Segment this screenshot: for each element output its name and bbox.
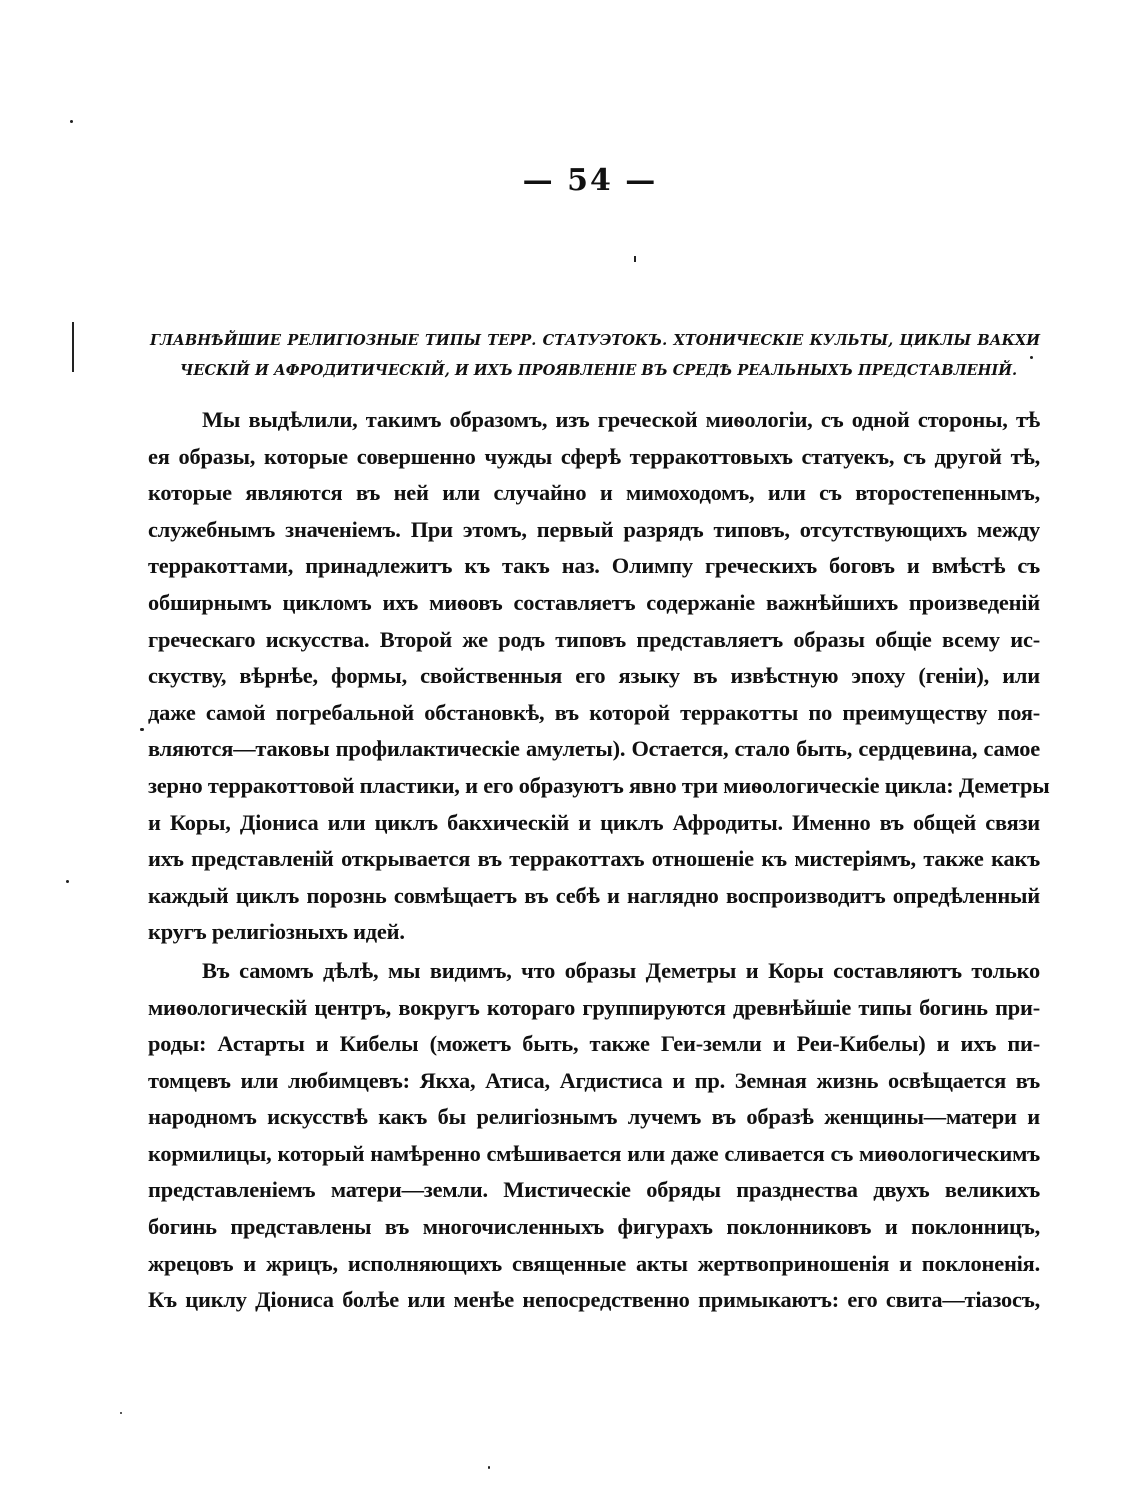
text-line: богинь представлены въ многочисленныхъ фигурахъ поклонниковъ и поклонницъ, bbox=[148, 1214, 1040, 1240]
text-line: служебнымъ значеніемъ. При этомъ, первый разрядъ типовъ, отсутствующихъ между bbox=[148, 516, 1040, 542]
text-line: ихъ представленій открывается въ терракоттахъ отношеніе къ мистеріямъ, также какъ bbox=[148, 846, 1040, 872]
text-line: томцевъ или любимцевъ: Якха, Атиса, Агдистиса и пр. Земная жизнь освѣщается въ bbox=[148, 1067, 1040, 1093]
text-line: скуству, вѣрнѣе, формы, свойственныя его языку въ извѣстную эпоху (геніи), или bbox=[148, 663, 1040, 689]
scan-mark bbox=[70, 120, 73, 123]
text-line: и Коры, Діониса или циклъ бакхическій и циклъ Афродиты. Именно въ общей связи bbox=[148, 809, 1040, 835]
scan-mark bbox=[72, 322, 74, 372]
paragraph-2 bbox=[148, 953, 1040, 1319]
text-line: представленіемъ матери—земли. Мистическіе обряды празднества двухъ великихъ bbox=[148, 1177, 1040, 1203]
scan-mark bbox=[634, 256, 636, 262]
page-number: — 54 — bbox=[522, 163, 658, 198]
text-line: Мы выдѣлили, такимъ образомъ, изъ греческой миѳологіи, съ одной стороны, тѣ bbox=[202, 407, 1040, 432]
text-line: ея образы, которые совершенно чужды сферѣ терракоттовыхъ статуекъ, съ другой тѣ, bbox=[148, 443, 1040, 469]
body-text bbox=[148, 402, 1050, 1319]
text-line: жрецовъ и жрицъ, исполняющихъ священные акты жертвоприношенія и поклоненія. bbox=[148, 1250, 1040, 1276]
text-line: терракоттами, принадлежитъ къ такъ наз. Олимпу греческихъ боговъ и вмѣстѣ съ bbox=[148, 553, 1040, 579]
text-line: роды: Астарты и Кибелы (можетъ быть, также Геи-земли и Реи-Кибелы) и ихъ пи- bbox=[148, 1031, 1040, 1057]
scan-mark bbox=[66, 880, 69, 883]
text-line: обширнымъ цикломъ ихъ миѳовъ составляетъ содержаніе важнѣйшихъ произведеній bbox=[148, 589, 1040, 615]
scan-mark bbox=[120, 1412, 122, 1414]
chapter-heading bbox=[150, 326, 1040, 386]
text-line: кругъ религіозныхъ идей. bbox=[148, 919, 405, 945]
text-line: миѳологическій центръ, вокругъ котораго группируются древнѣйшіе типы богинь при- bbox=[148, 994, 1040, 1020]
scan-mark bbox=[488, 1466, 490, 1469]
text-line: народномъ искусствѣ какъ бы религіознымъ лучемъ въ образѣ женщины—матери и bbox=[148, 1104, 1040, 1130]
text-line: греческаго искусства. Второй же родъ типовъ представляетъ образы общіе всему ис- bbox=[148, 626, 1040, 652]
text-line: каждый циклъ порознь совмѣщаетъ въ себѣ и наглядно воспроизводитъ опредѣленный bbox=[148, 882, 1040, 908]
heading-line: ГЛАВНѢЙШИЕ РЕЛИГІОЗНЫЕ ТИПЫ ТЕРР. СТАТУЭТОКЪ. ХТОНИЧЕСКІЕ КУЛЬТЫ, ЦИКЛЫ ВАКХИ bbox=[150, 332, 1040, 349]
text-line: Къ циклу Діониса болѣе или менѣе непосредственно примыкаютъ: его свита—тіазосъ, bbox=[148, 1287, 1040, 1313]
scan-mark bbox=[140, 728, 144, 731]
scan-mark bbox=[1030, 356, 1033, 359]
heading-line: ЧЕСКІЙ И АФРОДИТИЧЕСКІЙ, И ИХЪ ПРОЯВЛЕНІЕ ВЪ СРЕДѢ РЕАЛЬНЫХЪ ПРЕДСТАВЛЕНІЙ. bbox=[180, 362, 1018, 379]
text-line: зерно терракоттовой пластики, и его образуютъ явно три миѳологическіе цикла: Деметры bbox=[148, 772, 1050, 798]
text-line: кормилицы, который намѣренно смѣшивается или даже сливается съ миѳологическимъ bbox=[148, 1140, 1040, 1166]
paragraph-1 bbox=[148, 402, 1050, 951]
text-line: вляются—таковы профилактическіе амулеты). Остается, стало быть, сердцевина, самое bbox=[148, 736, 1040, 762]
text-line: Въ самомъ дѣлѣ, мы видимъ, что образы Деметры и Коры составляютъ только bbox=[202, 957, 1040, 983]
text-line: которые являются въ ней или случайно и мимоходомъ, или съ второстепеннымъ, bbox=[148, 480, 1040, 506]
text-line: даже самой погребальной обстановкѣ, въ которой терракотты по преимуществу поя- bbox=[148, 699, 1040, 725]
